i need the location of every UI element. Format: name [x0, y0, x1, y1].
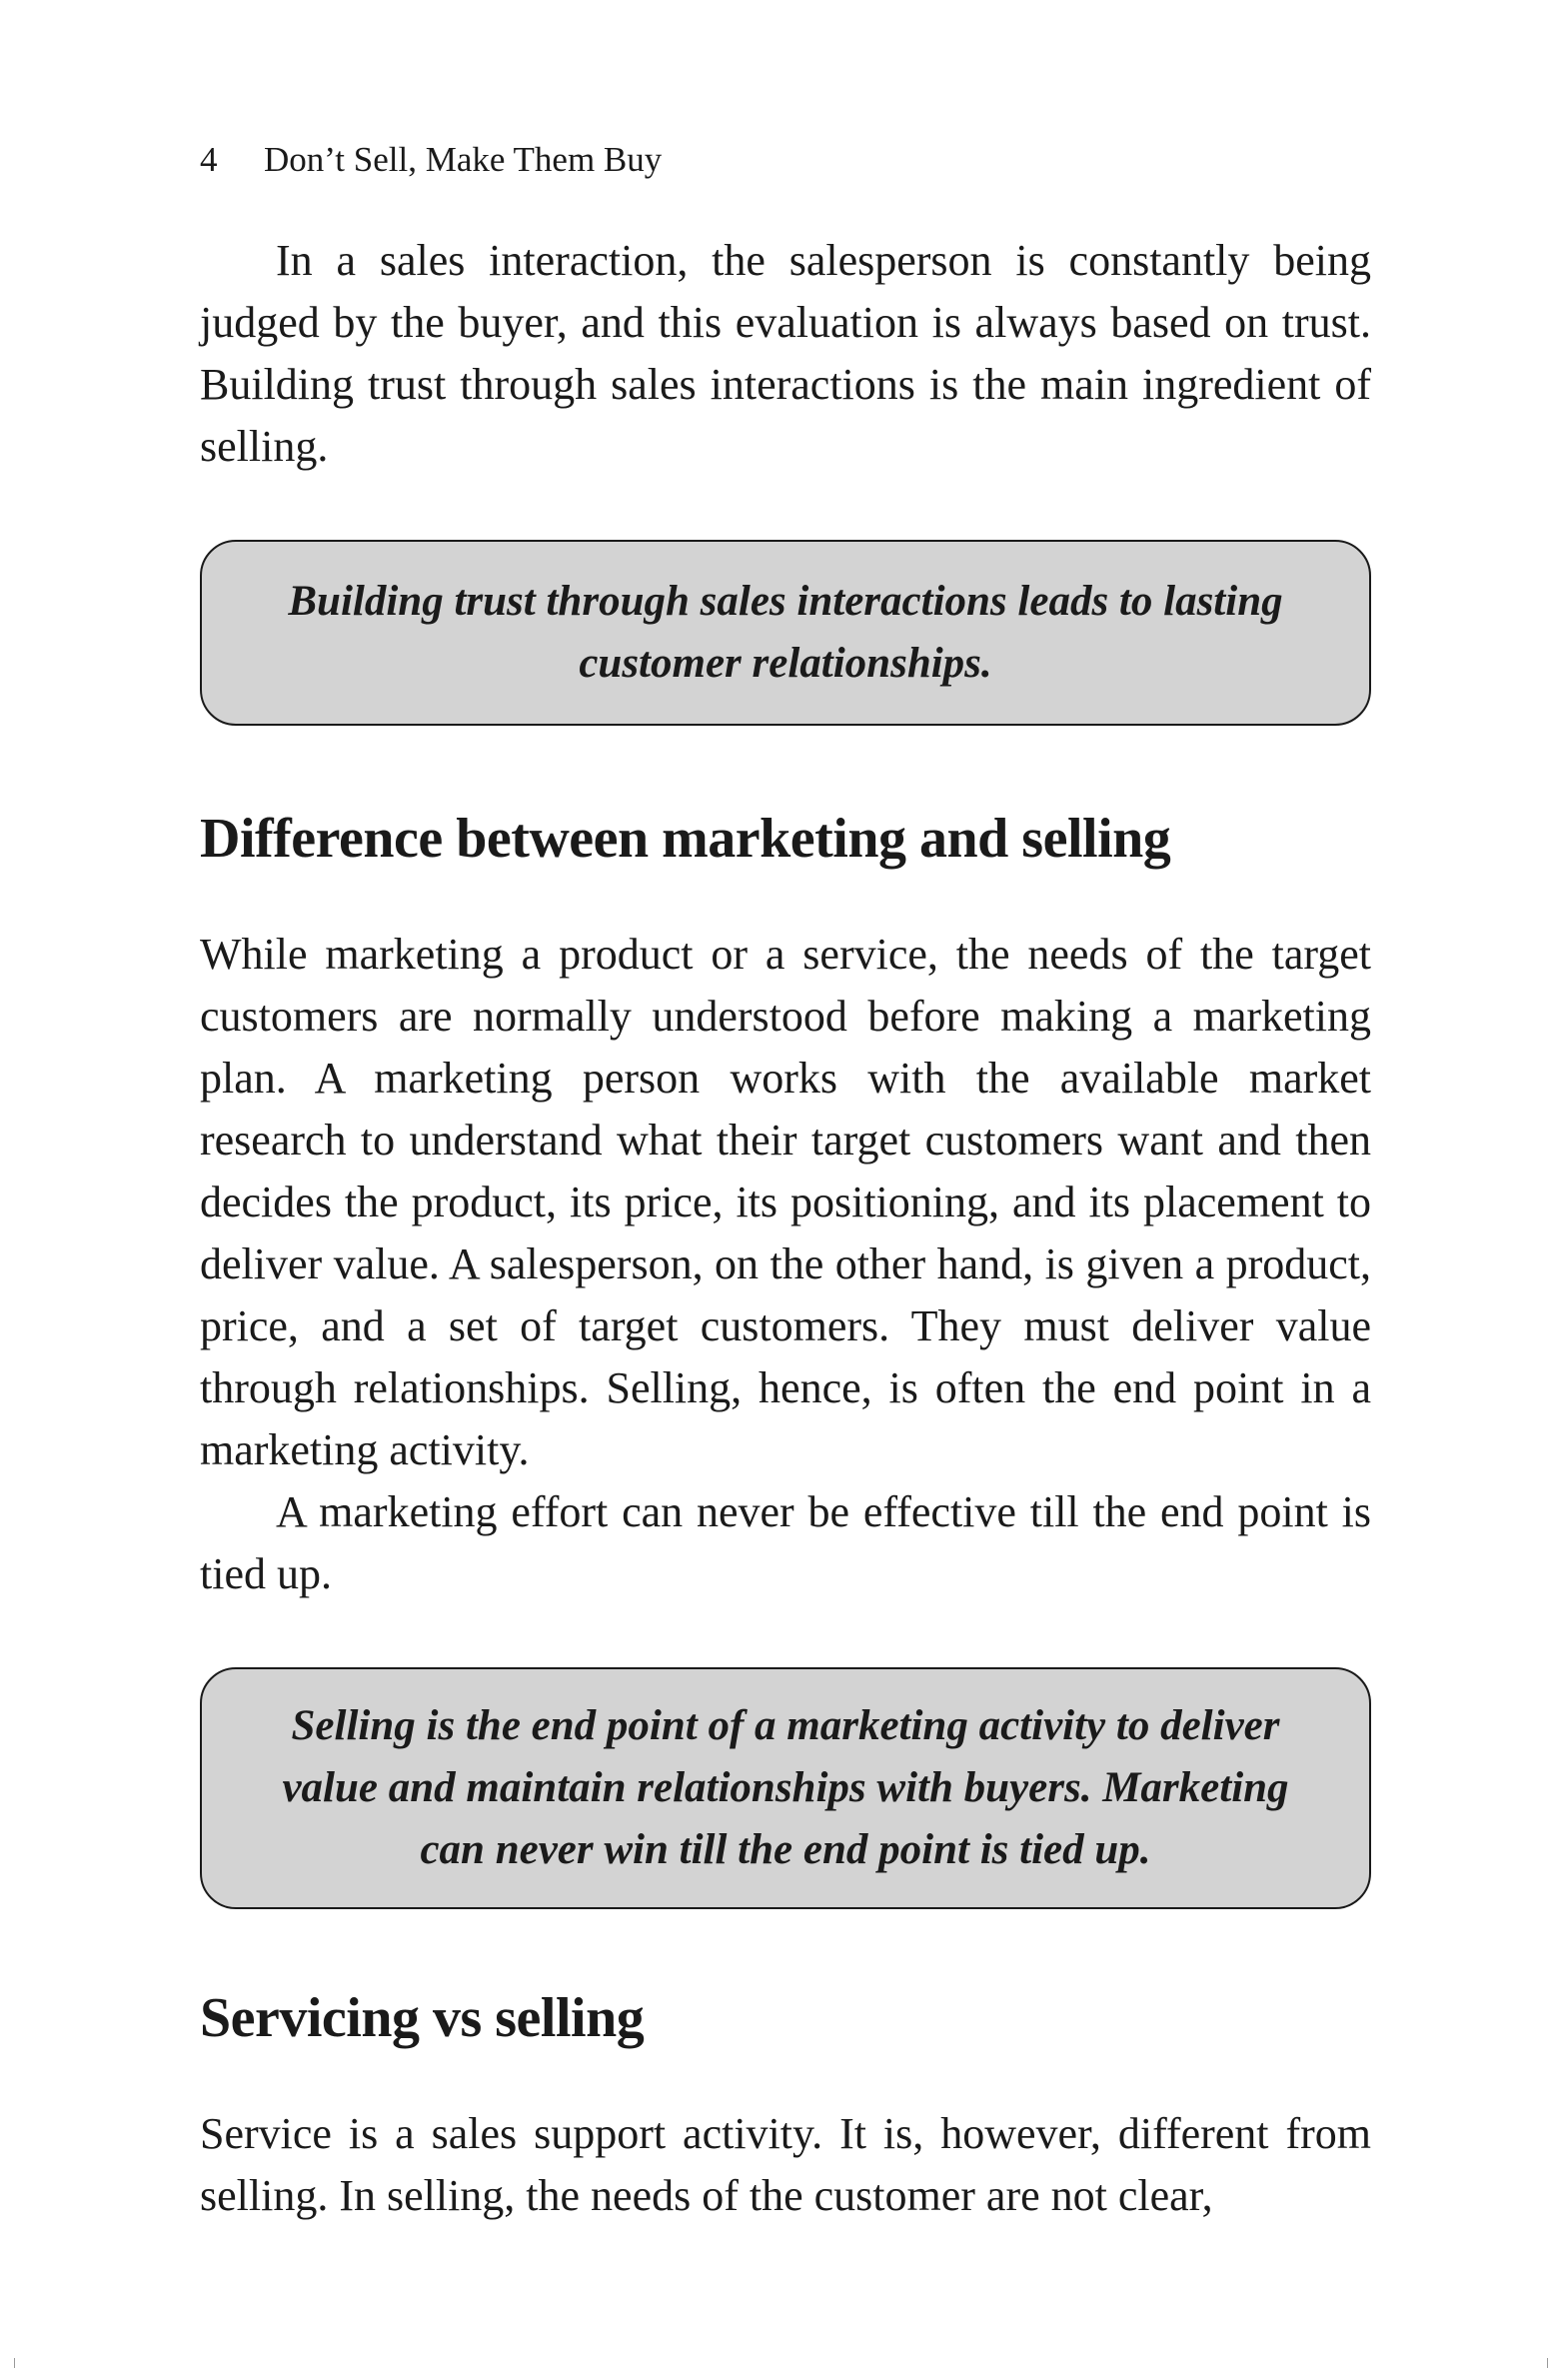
callout-text-end-point: Selling is the end point of a marketing activity to deliver value and maintain relationships with buyers. Marketing can never win till the end point is tied up.: [282, 1702, 1289, 1873]
page-content: [200, 230, 1371, 2227]
crop-mark-right: [1547, 2358, 1548, 2368]
section-heading-servicing-vs-selling: Servicing vs selling: [200, 1987, 645, 2049]
servicing-paragraph-1: Service is a sales support activity. It is, however, different from selling. In selling, the needs of the customer are not clear,: [200, 2109, 1371, 2220]
running-head: [200, 136, 662, 184]
marketing-paragraph-2: A marketing effort can never be effective till the end point is tied up.: [200, 1487, 1371, 1598]
marketing-paragraph-1: While marketing a product or a service, the needs of the target customers are normally understood before making a marketing plan. A marketing person works with the available market research to understand what their target customers want and then decides the product, its price, its positioning, and its placement to deliver value. A salesperson, on the other hand, is given a product, price, and a set of target customers. They must deliver value through relationships. Selling, hence, is often the end point in a marketing activity.: [200, 930, 1371, 1474]
section-heading-marketing-vs-selling: Difference between marketing and selling: [200, 808, 1171, 870]
callout-box-trust: [200, 540, 1371, 726]
book-title: Don’t Sell, Make Them Buy: [264, 140, 663, 179]
page-number: 4: [200, 140, 218, 179]
intro-paragraph: In a sales interaction, the salesperson is constantly being judged by the buyer, and this evaluation is always based on trust. Building trust through sales interactions is the main ingredient of selling.: [200, 236, 1371, 471]
callout-box-end-point: [200, 1667, 1371, 1909]
crop-mark-left: [14, 2358, 15, 2368]
callout-text-trust: Building trust through sales interactions leads to lasting customer relationships.: [288, 578, 1283, 687]
